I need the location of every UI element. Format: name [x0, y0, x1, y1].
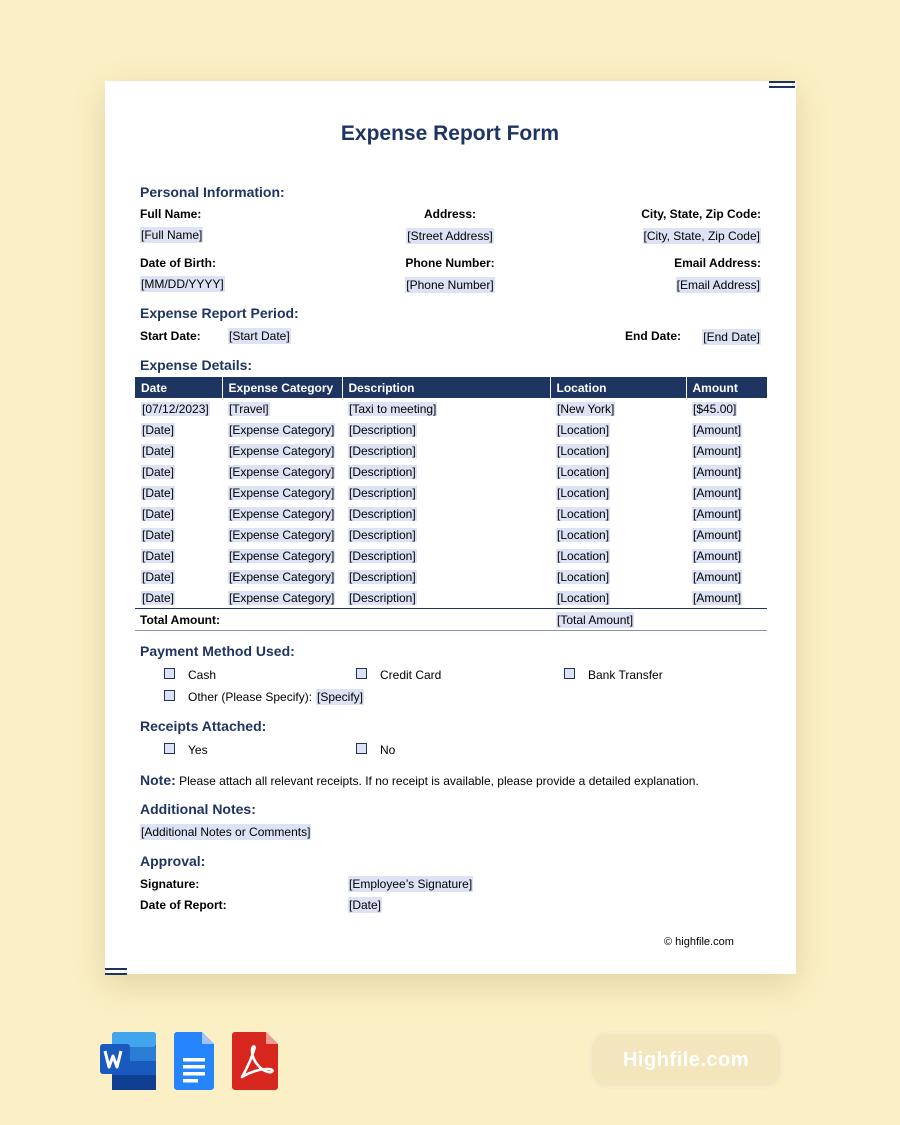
table-cell-value: [Description] [349, 590, 416, 605]
table-cell[interactable] [222, 524, 342, 545]
personal-info-heading: Personal Information: [140, 184, 285, 200]
email-field[interactable]: [Email Address] [676, 278, 760, 292]
table-cell[interactable] [342, 587, 550, 608]
address-field[interactable]: [Street Address] [407, 229, 493, 243]
table-cell[interactable] [222, 545, 342, 566]
table-cell-value: [Date] [142, 422, 175, 437]
total-amount-label: Total Amount: [140, 613, 220, 627]
column-header: Description [342, 377, 550, 398]
table-cell-value: [Expense Category] [229, 464, 335, 479]
signature-label: Signature: [140, 877, 200, 891]
table-cell[interactable] [342, 545, 550, 566]
table-cell[interactable] [550, 461, 686, 482]
word-icon[interactable] [100, 1030, 158, 1092]
table-cell-value: [Location] [557, 590, 610, 605]
table-cell-value: [Location] [557, 422, 610, 437]
table-cell-value: [Amount] [693, 548, 742, 563]
table-cell[interactable] [222, 440, 342, 461]
table-cell[interactable] [550, 566, 686, 587]
phone-label: Phone Number: [405, 256, 495, 270]
table-cell[interactable] [686, 419, 767, 440]
table-cell-value: [Description] [349, 485, 416, 500]
table-cell-value: [Expense Category] [229, 485, 335, 500]
table-cell-value: [Description] [349, 464, 416, 479]
table-cell-value: [Date] [142, 569, 175, 584]
expense-table [135, 377, 767, 608]
receipts-heading: Receipts Attached: [140, 718, 267, 734]
corner-decoration [769, 81, 795, 83]
table-cell-value: [Amount] [693, 464, 742, 479]
table-cell-value: [Date] [142, 590, 175, 605]
corner-decoration [769, 86, 795, 88]
other-option: Other (Please Specify): [188, 690, 313, 704]
table-cell[interactable] [686, 587, 767, 608]
end-date-label: End Date: [624, 329, 681, 343]
table-cell-value: [Expense Category] [229, 590, 335, 605]
table-cell[interactable] [342, 566, 550, 587]
table-cell[interactable] [342, 482, 550, 503]
table-cell[interactable] [686, 461, 767, 482]
additional-notes-field[interactable]: [Additional Notes or Comments] [141, 825, 311, 839]
table-cell-value: [Location] [557, 443, 610, 458]
table-cell-value: [Date] [142, 464, 175, 479]
pdf-icon[interactable] [230, 1030, 280, 1092]
phone-field[interactable]: [Phone Number] [406, 278, 494, 292]
bank-transfer-option: Bank Transfer [588, 668, 663, 682]
table-cell-value: [Description] [349, 506, 416, 521]
receipts-no-checkbox[interactable] [356, 743, 367, 754]
column-header: Date [135, 377, 222, 398]
dob-label: Date of Birth: [140, 256, 216, 270]
period-heading: Expense Report Period: [140, 305, 299, 321]
start-date-field[interactable]: [Start Date] [229, 329, 290, 343]
table-cell[interactable] [686, 398, 767, 419]
table-row [135, 440, 767, 461]
specify-field[interactable]: [Specify] [317, 690, 364, 704]
dob-field[interactable]: [MM/DD/YYYY] [141, 277, 224, 291]
table-cell[interactable] [342, 524, 550, 545]
additional-notes-heading: Additional Notes: [140, 801, 256, 817]
brand-label: Highfile.com [622, 1049, 749, 1071]
note [140, 772, 699, 788]
receipts-no-option: No [380, 743, 396, 757]
table-row [135, 503, 767, 524]
table-row [135, 545, 767, 566]
end-date-field[interactable]: [End Date] [703, 330, 760, 344]
table-row [135, 419, 767, 440]
table-cell-value: [Amount] [693, 506, 742, 521]
table-cell[interactable] [222, 419, 342, 440]
table-cell-value: [Amount] [693, 590, 742, 605]
table-cell[interactable] [686, 503, 767, 524]
table-cell[interactable] [550, 545, 686, 566]
corner-decoration [105, 968, 127, 970]
total-amount-field[interactable]: [Total Amount] [557, 613, 634, 627]
table-cell-value: [Travel] [229, 401, 269, 416]
credit-card-checkbox[interactable] [356, 668, 367, 679]
expense-details-heading: Expense Details: [140, 357, 253, 373]
google-docs-icon[interactable] [172, 1030, 216, 1092]
table-cell[interactable] [135, 461, 222, 482]
table-cell[interactable] [550, 440, 686, 461]
table-cell[interactable] [222, 566, 342, 587]
table-cell-value: [Location] [557, 548, 610, 563]
table-cell-value: [Taxi to meeting] [349, 401, 437, 416]
table-cell[interactable] [686, 482, 767, 503]
city-field[interactable]: [City, State, Zip Code] [643, 229, 760, 243]
table-cell-value: [Amount] [693, 443, 742, 458]
table-cell[interactable] [135, 524, 222, 545]
page-title: Expense Report Form [340, 122, 560, 145]
table-cell[interactable] [135, 566, 222, 587]
corner-decoration [105, 973, 127, 975]
table-cell-value: [Description] [349, 569, 416, 584]
table-cell-value: [Location] [557, 464, 610, 479]
table-cell-value: [Description] [349, 548, 416, 563]
start-date-label: Start Date: [140, 329, 201, 343]
table-cell-value: [Amount] [693, 569, 742, 584]
cash-option: Cash [188, 668, 217, 682]
total-divider [135, 608, 767, 609]
table-cell-value: [Expense Category] [229, 527, 335, 542]
table-cell[interactable] [135, 482, 222, 503]
table-cell-value: [Date] [142, 527, 175, 542]
table-cell[interactable] [135, 440, 222, 461]
table-row [135, 524, 767, 545]
table-cell[interactable] [342, 440, 550, 461]
table-cell[interactable] [135, 398, 222, 419]
table-row [135, 461, 767, 482]
bank-transfer-checkbox[interactable] [564, 668, 575, 679]
table-cell-value: [Location] [557, 527, 610, 542]
table-cell[interactable] [135, 587, 222, 608]
table-cell[interactable] [222, 587, 342, 608]
table-cell[interactable] [135, 419, 222, 440]
table-cell[interactable] [342, 398, 550, 419]
full-name-field[interactable]: [Full Name] [141, 228, 203, 242]
table-cell[interactable] [550, 482, 686, 503]
table-cell-value: [Location] [557, 569, 610, 584]
table-cell[interactable] [135, 503, 222, 524]
table-cell[interactable] [222, 398, 342, 419]
table-cell-value: [Description] [349, 443, 416, 458]
table-cell-value: [Amount] [693, 422, 742, 437]
table-row [135, 398, 767, 419]
column-header: Amount [686, 377, 767, 398]
table-cell-value: [New York] [557, 401, 615, 416]
table-cell-value: [Expense Category] [229, 506, 335, 521]
credit-card-option: Credit Card [380, 668, 442, 682]
expense-table-header [135, 377, 767, 398]
table-cell-value: [Expense Category] [229, 443, 335, 458]
table-cell[interactable] [550, 587, 686, 608]
note-text: Please attach all relevant receipts. If no receipt is available, please provide a detailed explanation. [179, 774, 699, 788]
other-checkbox[interactable] [164, 690, 175, 701]
column-header: Expense Category [222, 377, 342, 398]
table-cell[interactable] [222, 461, 342, 482]
table-cell[interactable] [686, 524, 767, 545]
table-cell-value: [Expense Category] [229, 422, 335, 437]
brand-badge[interactable] [592, 1034, 780, 1086]
column-header: Location [550, 377, 686, 398]
table-cell-value: [$45.00] [693, 401, 737, 416]
table-cell[interactable] [686, 545, 767, 566]
city-label: City, State, Zip Code: [641, 207, 761, 221]
table-cell-value: [Date] [142, 485, 175, 500]
expense-table-body [135, 398, 767, 608]
copyright: © highfile.com [664, 936, 734, 948]
receipts-yes-checkbox[interactable] [164, 743, 175, 754]
email-label: Email Address: [674, 256, 761, 270]
table-cell-value: [Date] [142, 506, 175, 521]
receipts-yes-option: Yes [188, 743, 208, 757]
table-cell-value: [Date] [142, 443, 175, 458]
table-cell[interactable] [550, 398, 686, 419]
table-cell-value: [Amount] [693, 527, 742, 542]
report-date-label: Date of Report: [140, 898, 227, 912]
table-cell-value: [Expense Category] [229, 569, 335, 584]
payment-heading: Payment Method Used: [140, 643, 295, 659]
table-cell[interactable] [342, 503, 550, 524]
full-name-label: Full Name: [140, 207, 202, 221]
signature-field[interactable]: [Employee’s Signature] [349, 877, 473, 891]
table-cell[interactable] [342, 461, 550, 482]
report-date-field[interactable]: [Date] [349, 898, 382, 912]
table-row [135, 566, 767, 587]
table-cell[interactable] [686, 440, 767, 461]
cash-checkbox[interactable] [164, 668, 175, 679]
table-cell-value: [Amount] [693, 485, 742, 500]
table-cell-value: [Location] [557, 506, 610, 521]
total-divider [135, 630, 767, 631]
table-cell[interactable] [222, 503, 342, 524]
address-label: Address: [423, 207, 476, 221]
table-cell[interactable] [686, 566, 767, 587]
table-cell[interactable] [550, 419, 686, 440]
table-cell-value: [Expense Category] [229, 548, 335, 563]
table-cell-value: [Location] [557, 485, 610, 500]
table-cell[interactable] [550, 524, 686, 545]
table-cell-value: [Description] [349, 527, 416, 542]
table-cell-value: [Description] [349, 422, 416, 437]
table-row [135, 587, 767, 608]
table-cell[interactable] [135, 545, 222, 566]
table-cell-value: [07/12/2023] [142, 401, 209, 416]
table-row [135, 482, 767, 503]
note-label: Note: [140, 772, 176, 788]
table-cell[interactable] [550, 503, 686, 524]
table-cell[interactable] [342, 419, 550, 440]
approval-heading: Approval: [140, 853, 206, 869]
table-cell-value: [Date] [142, 548, 175, 563]
table-cell[interactable] [222, 482, 342, 503]
